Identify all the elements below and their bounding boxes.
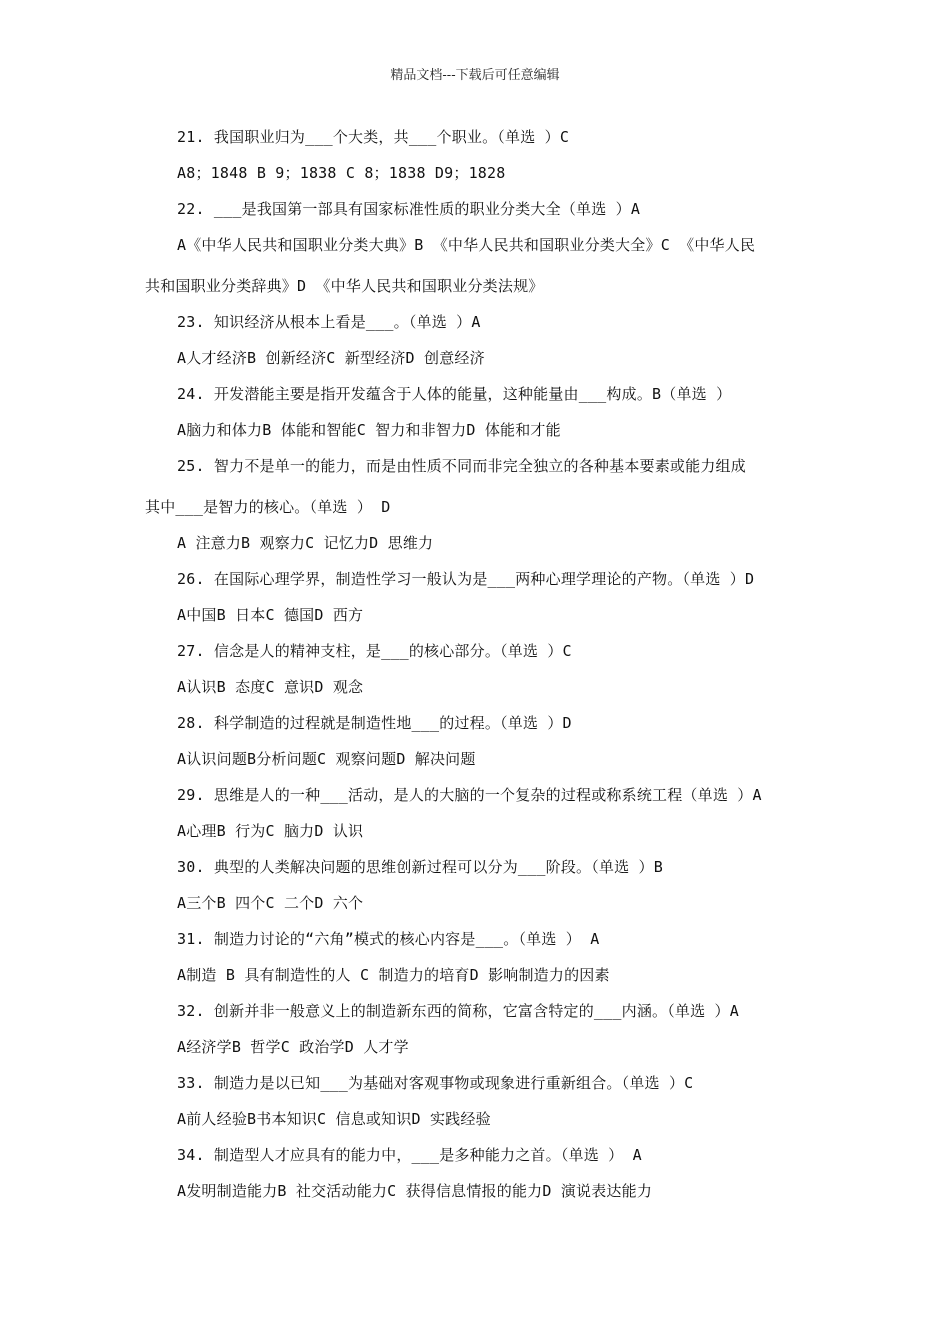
question-29: 29. 思维是人的一种___活动，是人的大脑的一个复杂的过程或称系统工程（单选 ）A bbox=[177, 786, 762, 804]
question-22: 22. ___是我国第一部具有国家标准性质的职业分类大全（单选 ）A bbox=[177, 200, 641, 218]
options-22: A《中华人民共和国职业分类大典》B 《中华人民共和国职业分类大全》C 《中华人民 bbox=[177, 236, 756, 254]
options-31: A制造 B 具有制造性的人 C 制造力的培育D 影响制造力的因素 bbox=[177, 966, 610, 984]
question-31: 31. 制造力讨论的“六角”模式的核心内容是___。（单选 ） A bbox=[177, 930, 600, 948]
options-25: A 注意力B 观察力C 记忆力D 思维力 bbox=[177, 534, 434, 552]
question-32: 32. 创新并非一般意义上的制造新东西的简称，它富含特定的___内涵。（单选 ）A bbox=[177, 1002, 739, 1020]
question-24: 24. 开发潜能主要是指开发蕴含于人体的能量，这种能量由___构成。B（单选 ） bbox=[177, 385, 732, 403]
options-33: A前人经验B书本知识C 信息或知识D 实践经验 bbox=[177, 1110, 491, 1128]
question-28: 28. 科学制造的过程就是制造性地___的过程。（单选 ）D bbox=[177, 714, 572, 732]
options-23: A人才经济B 创新经济C 新型经济D 创意经济 bbox=[177, 349, 485, 367]
options-28: A认识问题B分析问题C 观察问题D 解决问题 bbox=[177, 750, 476, 768]
question-23: 23. 知识经济从根本上看是___。（单选 ）A bbox=[177, 313, 481, 331]
question-33: 33. 制造力是以已知___为基础对客观事物或现象进行重新组合。（单选 ）C bbox=[177, 1074, 694, 1092]
options-32: A经济学B 哲学C 政治学D 人才学 bbox=[177, 1038, 409, 1056]
question-25-continued: 其中___是智力的核心。（单选 ） D bbox=[145, 498, 391, 516]
options-29: A心理B 行为C 脑力D 认识 bbox=[177, 822, 364, 840]
question-26: 26. 在国际心理学界，制造性学习一般认为是___两种心理学理论的产物。（单选 ）D bbox=[177, 570, 755, 588]
question-30: 30. 典型的人类解决问题的思维创新过程可以分为___阶段。（单选 ）B bbox=[177, 858, 663, 876]
question-27: 27. 信念是人的精神支柱，是___的核心部分。（单选 ）C bbox=[177, 642, 572, 660]
question-21: 21. 我国职业归为___个大类，共___个职业。（单选 ）C bbox=[177, 128, 570, 146]
options-30: A三个B 四个C 二个D 六个 bbox=[177, 894, 364, 912]
page-header: 精品文档---下载后可任意编辑 bbox=[390, 68, 560, 83]
options-24: A脑力和体力B 体能和智能C 智力和非智力D 体能和才能 bbox=[177, 421, 561, 439]
options-34: A发明制造能力B 社交活动能力C 获得信息情报的能力D 演说表达能力 bbox=[177, 1182, 653, 1200]
question-34: 34. 制造型人才应具有的能力中，___是多种能力之首。（单选 ） A bbox=[177, 1146, 642, 1164]
question-list bbox=[0, 124, 950, 1214]
options-22-continued: 共和国职业分类辞典》D 《中华人民共和国职业分类法规》 bbox=[145, 277, 544, 295]
options-27: A认识B 态度C 意识D 观念 bbox=[177, 678, 364, 696]
question-25: 25. 智力不是单一的能力，而是由性质不同而非完全独立的各种基本要素或能力组成 bbox=[177, 457, 746, 475]
options-21: A8；1848 B 9；1838 C 8；1838 D9；1828 bbox=[177, 164, 506, 182]
options-26: A中国B 日本C 德国D 西方 bbox=[177, 606, 364, 624]
